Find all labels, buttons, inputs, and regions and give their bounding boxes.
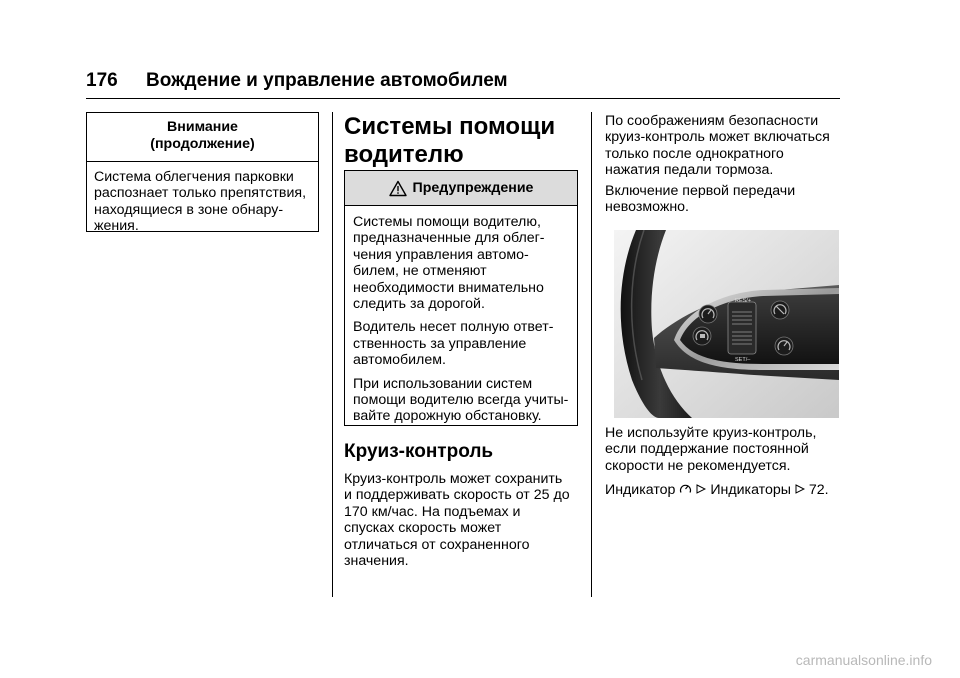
- res-button-label: RES/+: [735, 298, 752, 304]
- warning-triangle-icon: [389, 180, 407, 197]
- indicator-period: .: [824, 482, 829, 498]
- warning-box-header: [345, 171, 577, 205]
- indicator-label: Индикатор: [605, 482, 676, 498]
- watermark: carmanualsonline.info: [795, 652, 932, 668]
- set-button-label: SET/–: [735, 357, 751, 363]
- header-rule: [86, 98, 840, 99]
- warning-box-title: Предупреждение: [412, 180, 534, 196]
- warning-box: [344, 170, 578, 426]
- subsection-title: Круиз-контроль: [344, 441, 494, 462]
- section-title: Системы помощи водителю: [344, 113, 556, 168]
- cruise-control-text: Круиз-контроль может сохранить и поддерживать скорость от 25 до 170 км/час. На подъемах и спусках скорость может отличаться от сохраненного значения.: [344, 471, 570, 570]
- page-reference-arrow-icon: [795, 484, 805, 494]
- indicator-reference: [605, 482, 829, 498]
- warning-paragraph-1: Системы помощи водителю, предназначенные для облег- чения управления автомо- билем, не отменяют необходимости внимательно следить за дорогой.: [353, 214, 545, 313]
- cross-reference-arrow-icon: [696, 484, 706, 494]
- column-divider-2: [591, 112, 592, 597]
- safety-paragraph: По соображениям безопасности круиз-контроль может включаться только после однократного нажатия педали тормоза.: [605, 113, 830, 179]
- column-divider-1: [332, 112, 333, 597]
- steering-wheel-illustration: [614, 230, 839, 418]
- caution-box-text: Система облегчения парковки распознает только препятствия, находящиеся в зоне обнару- жения.: [94, 169, 307, 235]
- indicator-ref-label[interactable]: Индикаторы: [710, 482, 791, 498]
- chapter-title: Вождение и управление автомобилем: [146, 70, 508, 91]
- indicator-page-number[interactable]: 72: [808, 482, 825, 498]
- steering-wheel-image: [614, 230, 839, 418]
- warning-paragraph-2: Водитель несет полную ответ- ственность за управление автомобилем.: [353, 319, 554, 369]
- caution-box-continued: [86, 112, 319, 235]
- not-recommended-paragraph: Не используйте круиз-контроль, если поддержание постоянной скорости не рекомендуется.: [605, 425, 817, 474]
- first-gear-paragraph: Включение первой передачи невозможно.: [605, 183, 796, 216]
- cruise-control-indicator-icon: [679, 483, 692, 495]
- page-number: 176: [86, 70, 118, 91]
- warning-paragraph-3: При использовании систем помощи водителю всегда учиты- вайте дорожную обстановку.: [353, 375, 569, 425]
- caution-box-title: Внимание (продолжение): [150, 119, 255, 152]
